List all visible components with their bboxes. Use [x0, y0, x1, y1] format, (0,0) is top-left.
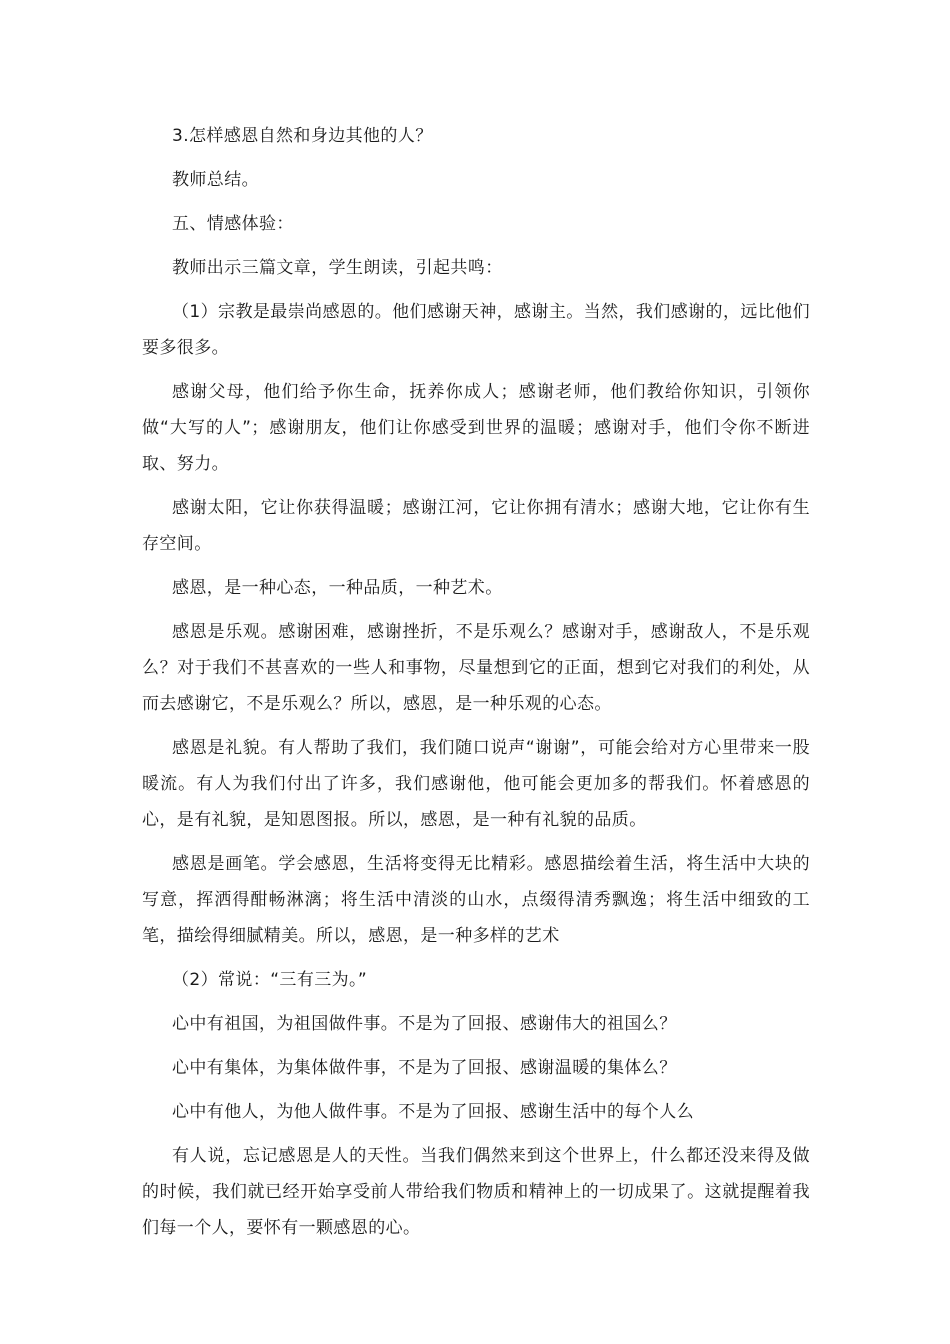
paragraph-gratitude-brush: 感恩是画笔。学会感恩，生活将变得无比精彩。感恩描绘着生活，将生活中大块的写意，挥洒得酣畅淋漓；将生活中清淡的山水，点缀得清秀飘逸；将生活中细致的工笔，描绘得细腻精美。所以，感恩，是一种多样的艺术: [142, 854, 810, 946]
paragraph-others: 心中有他人，为他人做件事。不是为了回报、感谢生活中的每个人么: [172, 1102, 694, 1122]
paragraph-motherland: 心中有祖国，为祖国做件事。不是为了回报、感谢伟大的祖国么？: [172, 1014, 677, 1034]
section-heading-emotional-experience: 五、情感体验：: [172, 214, 294, 234]
paragraph-teacher-presents: 教师出示三篇文章，学生朗读，引起共鸣：: [172, 258, 503, 278]
paragraph-religion-gratitude: （1）宗教是最崇尚感恩的。他们感谢天神，感谢主。当然，我们感谢的，远比他们要多很多。: [142, 302, 810, 358]
paragraph-teacher-summary: 教师总结。: [172, 170, 259, 190]
paragraph-three-haves: （2）常说：“三有三为。”: [172, 970, 368, 990]
document-body: [142, 118, 810, 1246]
paragraph-thank-nature: 感谢太阳，它让你获得温暖；感谢江河，它让你拥有清水；感谢大地，它让你有生存空间。: [142, 498, 810, 554]
paragraph-question-3: 3.怎样感恩自然和身边其他的人？: [172, 126, 433, 146]
paragraph-collective: 心中有集体，为集体做件事，不是为了回报、感谢温暖的集体么？: [172, 1058, 677, 1078]
paragraph-conclusion: 有人说，忘记感恩是人的天性。当我们偶然来到这个世界上，什么都还没来得及做的时候，我们就已经开始享受前人带给我们物质和精神上的一切成果了。这就提醒着我们每一个人，要怀有一颗感恩的心。: [142, 1146, 810, 1238]
paragraph-gratitude-definition: 感恩，是一种心态，一种品质，一种艺术。: [172, 578, 503, 598]
paragraph-thank-parents: 感谢父母，他们给予你生命，抚养你成人；感谢老师，他们教给你知识，引领你做“大写的人”；感谢朋友，他们让你感受到世界的温暖；感谢对手，他们令你不断进取、努力。: [142, 382, 810, 474]
paragraph-gratitude-courtesy: 感恩是礼貌。有人帮助了我们，我们随口说声“谢谢”，可能会给对方心里带来一股暖流。有人为我们付出了许多，我们感谢他，他可能会更加多的帮我们。怀着感恩的心，是有礼貌，是知恩图报。所以，感恩，是一种有礼貌的品质。: [142, 738, 810, 830]
paragraph-gratitude-optimism: 感恩是乐观。感谢困难，感谢挫折，不是乐观么？感谢对手，感谢敌人，不是乐观么？对于我们不甚喜欢的一些人和事物，尽量想到它的正面，想到它对我们的利处，从而去感谢它，不是乐观么？所以，感恩，是一种乐观的心态。: [142, 622, 810, 714]
